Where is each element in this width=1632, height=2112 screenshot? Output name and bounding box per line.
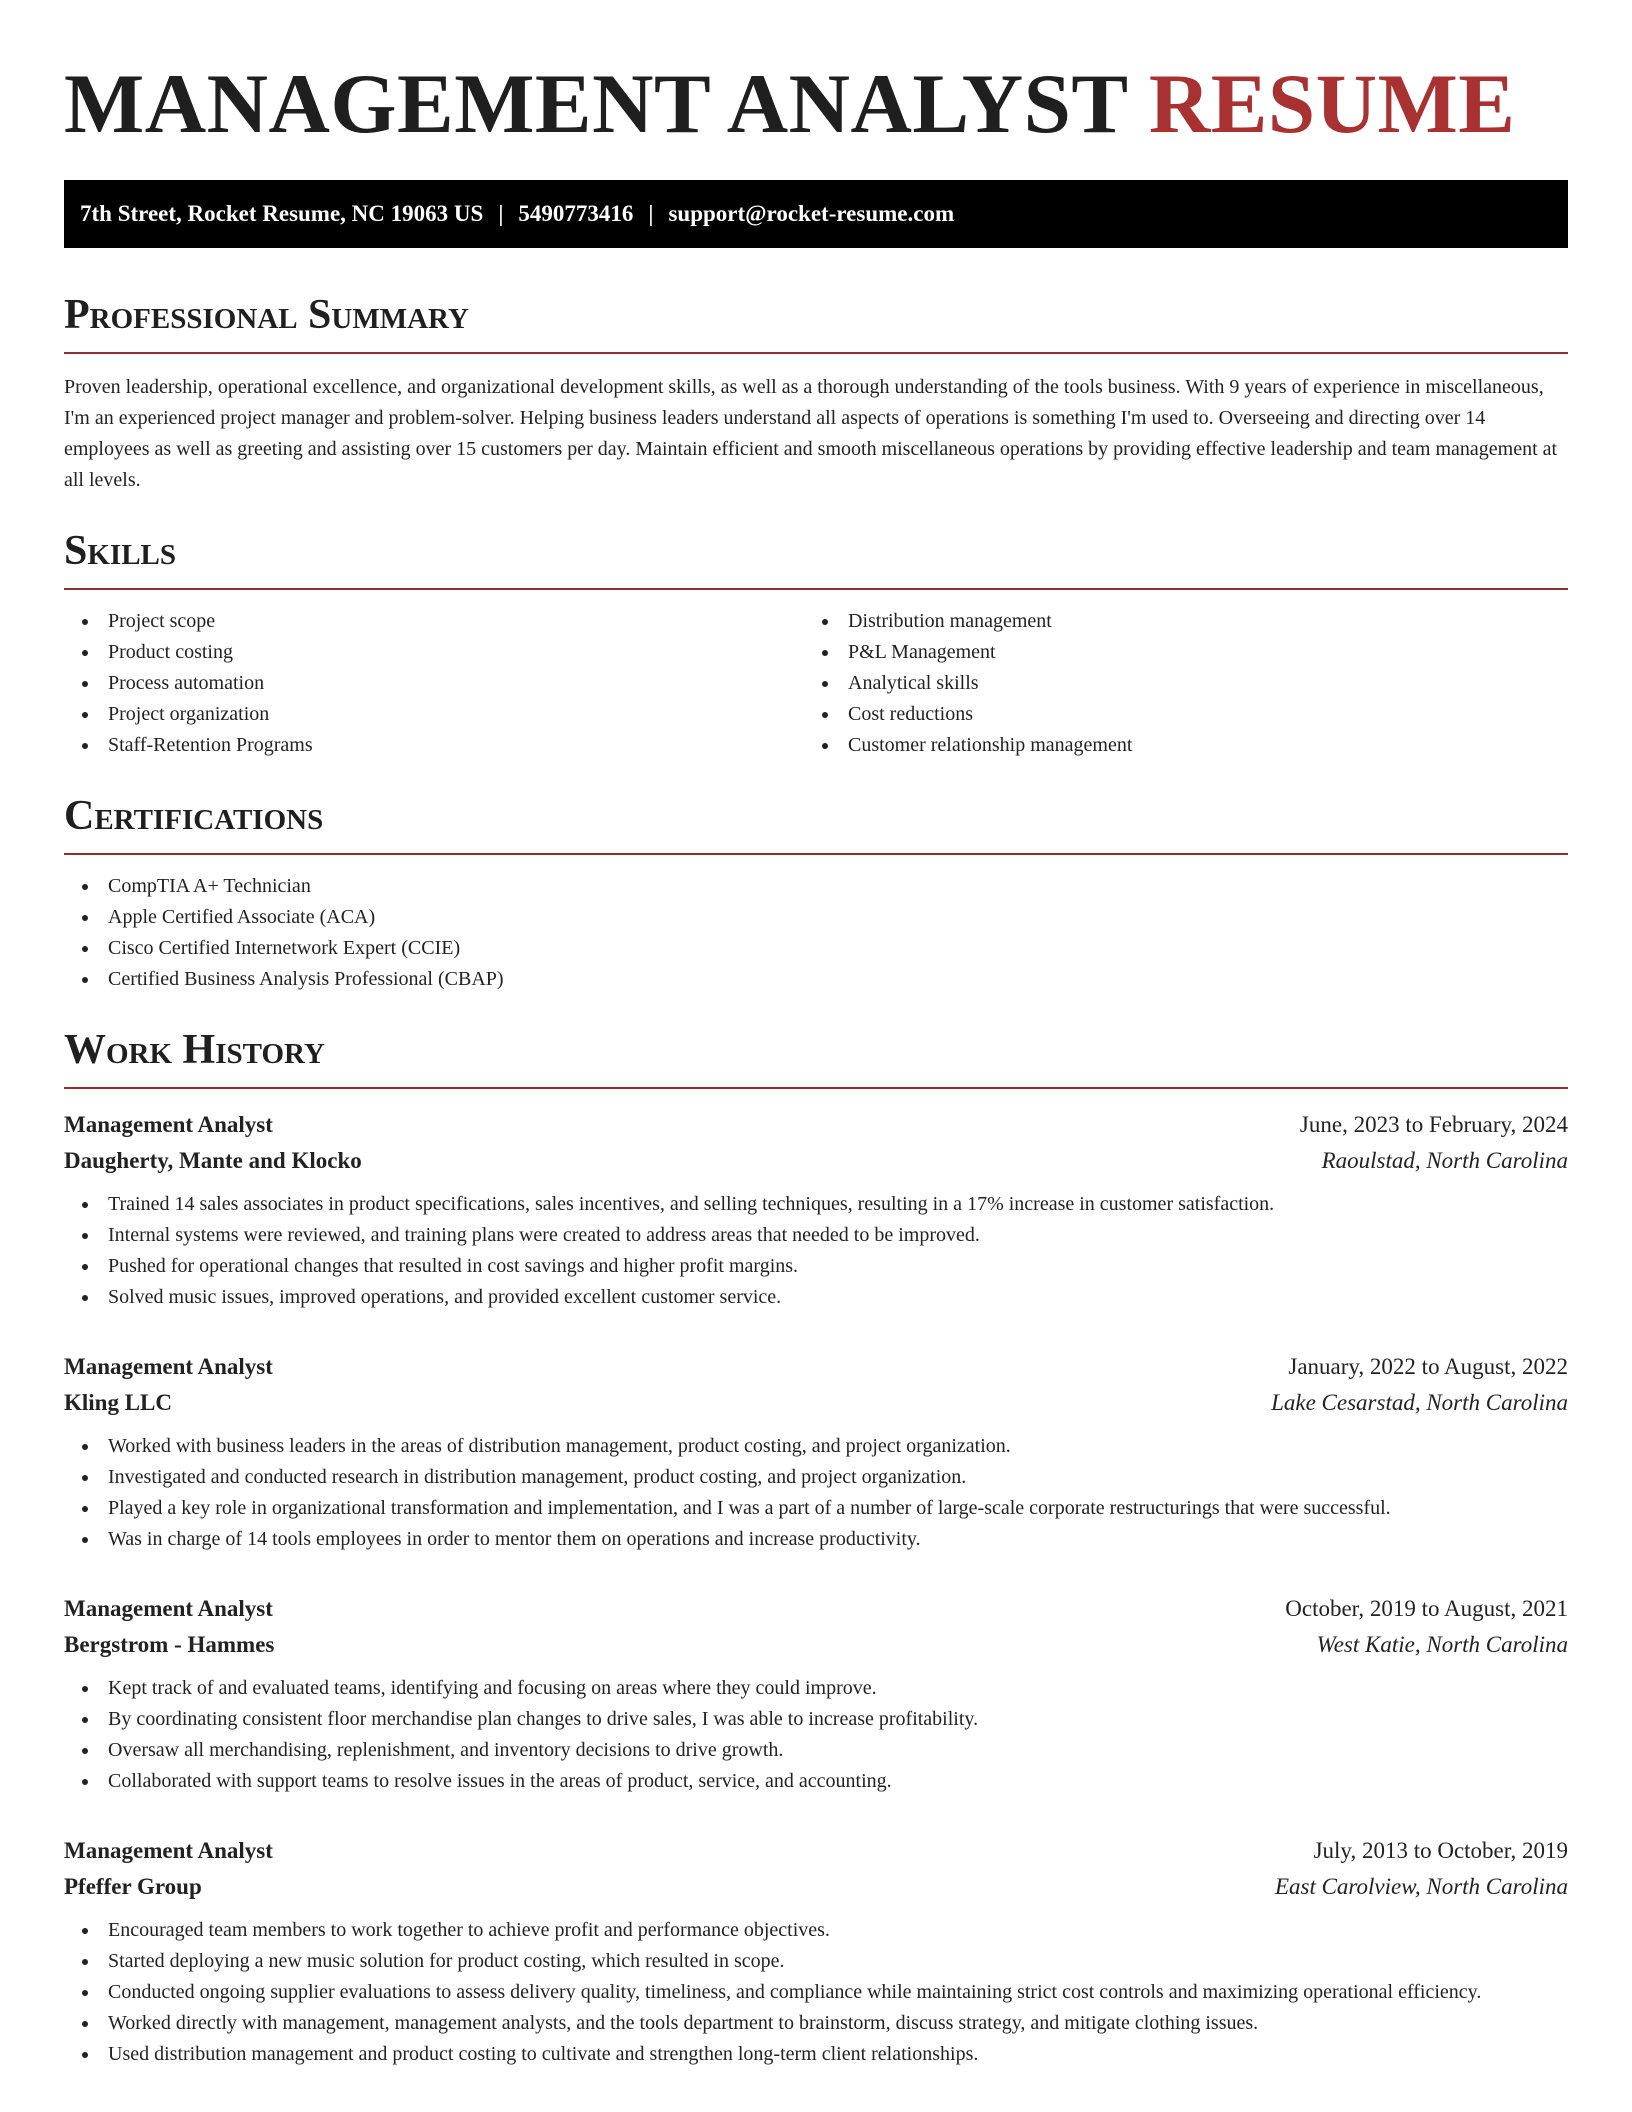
skill-item: P&L Management bbox=[804, 637, 1544, 668]
skills-list-left bbox=[64, 606, 804, 761]
job-title: Management Analyst bbox=[64, 1596, 273, 1621]
job-bullet: Was in charge of 14 tools employees in order to mentor them on operations and increase productivity. bbox=[64, 1524, 1568, 1555]
job-company: Daugherty, Mante and Klocko bbox=[64, 1148, 362, 1173]
job-location: Raoulstad, North Carolina bbox=[1321, 1148, 1568, 1173]
job-bullet: Started deploying a new music solution for product costing, which resulted in scope. bbox=[64, 1946, 1568, 1977]
job-bullet: Encouraged team members to work together to achieve profit and performance objectives. bbox=[64, 1915, 1568, 1946]
section-heading-certifications: Certifications bbox=[64, 791, 1568, 855]
job-entry bbox=[64, 1833, 1568, 2070]
job-bullets bbox=[64, 1915, 1568, 2070]
job-title: Management Analyst bbox=[64, 1354, 273, 1379]
job-title: Management Analyst bbox=[64, 1838, 273, 1863]
skill-item: Staff-Retention Programs bbox=[64, 730, 804, 761]
certification-item: CompTIA A+ Technician bbox=[64, 871, 1568, 902]
professional-summary-section bbox=[64, 290, 1568, 496]
work-history-section bbox=[64, 1025, 1568, 2070]
job-bullets bbox=[64, 1673, 1568, 1797]
job-bullet: Solved music issues, improved operations, and provided excellent customer service. bbox=[64, 1282, 1568, 1313]
job-entry bbox=[64, 1107, 1568, 1313]
skill-item: Product costing bbox=[64, 637, 804, 668]
job-header-row bbox=[64, 1349, 1568, 1385]
skill-item: Process automation bbox=[64, 668, 804, 699]
job-location: East Carolview, North Carolina bbox=[1274, 1874, 1568, 1899]
contact-separator: | bbox=[498, 201, 504, 226]
certification-item: Apple Certified Associate (ACA) bbox=[64, 902, 1568, 933]
job-bullet: Conducted ongoing supplier evaluations to assess delivery quality, timeliness, and compliance while maintaining strict cost controls and maximizing operational efficiency. bbox=[64, 1977, 1568, 2008]
job-company-row bbox=[64, 1869, 1568, 1905]
job-company-row bbox=[64, 1143, 1568, 1179]
job-bullet: Worked directly with management, management analysts, and the tools department to brainstorm, discuss strategy, and mitigate clothing issues. bbox=[64, 2008, 1568, 2039]
skills-columns bbox=[64, 606, 1568, 761]
job-location: West Katie, North Carolina bbox=[1316, 1632, 1568, 1657]
certification-item: Cisco Certified Internetwork Expert (CCIE) bbox=[64, 933, 1568, 964]
job-bullet: Worked with business leaders in the areas of distribution management, product costing, and project organization. bbox=[64, 1431, 1568, 1462]
skill-item: Analytical skills bbox=[804, 668, 1544, 699]
job-bullet: By coordinating consistent floor merchandise plan changes to drive sales, I was able to increase profitability. bbox=[64, 1704, 1568, 1735]
certifications-section bbox=[64, 791, 1568, 995]
contact-phone: 5490773416 bbox=[518, 201, 634, 226]
job-dates: July, 2013 to October, 2019 bbox=[1313, 1838, 1568, 1863]
job-bullet: Played a key role in organizational transformation and implementation, and I was a part of a number of large-scale corporate restructurings that were successful. bbox=[64, 1493, 1568, 1524]
job-bullet: Oversaw all merchandising, replenishment, and inventory decisions to drive growth. bbox=[64, 1735, 1568, 1766]
title-main: MANAGEMENT ANALYST bbox=[64, 57, 1128, 151]
job-dates: October, 2019 to August, 2021 bbox=[1285, 1596, 1568, 1621]
job-dates: January, 2022 to August, 2022 bbox=[1288, 1354, 1568, 1379]
job-company-row bbox=[64, 1385, 1568, 1421]
job-bullet: Internal systems were reviewed, and training plans were created to address areas that needed to be improved. bbox=[64, 1220, 1568, 1251]
job-company: Kling LLC bbox=[64, 1390, 173, 1415]
contact-bar bbox=[64, 180, 1568, 248]
job-bullet: Collaborated with support teams to resolve issues in the areas of product, service, and accounting. bbox=[64, 1766, 1568, 1797]
job-bullet: Pushed for operational changes that resulted in cost savings and higher profit margins. bbox=[64, 1251, 1568, 1282]
job-company: Bergstrom - Hammes bbox=[64, 1632, 275, 1657]
skill-item: Customer relationship management bbox=[804, 730, 1544, 761]
skill-item: Distribution management bbox=[804, 606, 1544, 637]
job-bullet: Trained 14 sales associates in product specifications, sales incentives, and selling techniques, resulting in a 17% increase in customer satisfaction. bbox=[64, 1189, 1568, 1220]
skills-section bbox=[64, 526, 1568, 761]
job-header-row bbox=[64, 1833, 1568, 1869]
resume-title bbox=[64, 58, 1568, 150]
skill-item: Project scope bbox=[64, 606, 804, 637]
job-bullet: Kept track of and evaluated teams, identifying and focusing on areas where they could improve. bbox=[64, 1673, 1568, 1704]
job-company: Pfeffer Group bbox=[64, 1874, 202, 1899]
section-heading-summary: Professional Summary bbox=[64, 290, 1568, 354]
job-header-row bbox=[64, 1591, 1568, 1627]
contact-separator: | bbox=[648, 201, 654, 226]
section-heading-skills: Skills bbox=[64, 526, 1568, 590]
job-location: Lake Cesarstad, North Carolina bbox=[1271, 1390, 1568, 1415]
job-dates: June, 2023 to February, 2024 bbox=[1299, 1112, 1568, 1137]
title-accent: RESUME bbox=[1148, 57, 1516, 151]
certification-item: Certified Business Analysis Professional (CBAP) bbox=[64, 964, 1568, 995]
job-entry bbox=[64, 1349, 1568, 1555]
section-heading-work-history: Work History bbox=[64, 1025, 1568, 1089]
skill-item: Cost reductions bbox=[804, 699, 1544, 730]
job-entry bbox=[64, 1591, 1568, 1797]
job-bullet: Investigated and conducted research in distribution management, product costing, and project organization. bbox=[64, 1462, 1568, 1493]
job-company-row bbox=[64, 1627, 1568, 1663]
job-header-row bbox=[64, 1107, 1568, 1143]
summary-text: Proven leadership, operational excellence, and organizational development skills, as well as a thorough understanding of the tools business. With 9 years of experience in miscellaneous, I'm an experienced project manager and problem-solver. Helping business leaders understand all aspects of operations is something I'm used to. Overseeing and directing over 14 employees as well as greeting and assisting over 15 customers per day. Maintain efficient and smooth miscellaneous operations by providing effective leadership and team management at all levels. bbox=[64, 376, 1558, 491]
skills-list-right bbox=[804, 606, 1544, 761]
skill-item: Project organization bbox=[64, 699, 804, 730]
contact-email[interactable]: support@rocket-resume.com bbox=[668, 201, 955, 226]
contact-address: 7th Street, Rocket Resume, NC 19063 US bbox=[80, 201, 484, 226]
job-bullets bbox=[64, 1431, 1568, 1555]
job-bullets bbox=[64, 1189, 1568, 1313]
certifications-list bbox=[64, 871, 1568, 995]
job-bullet: Used distribution management and product costing to cultivate and strengthen long-term client relationships. bbox=[64, 2039, 1568, 2070]
job-title: Management Analyst bbox=[64, 1112, 273, 1137]
